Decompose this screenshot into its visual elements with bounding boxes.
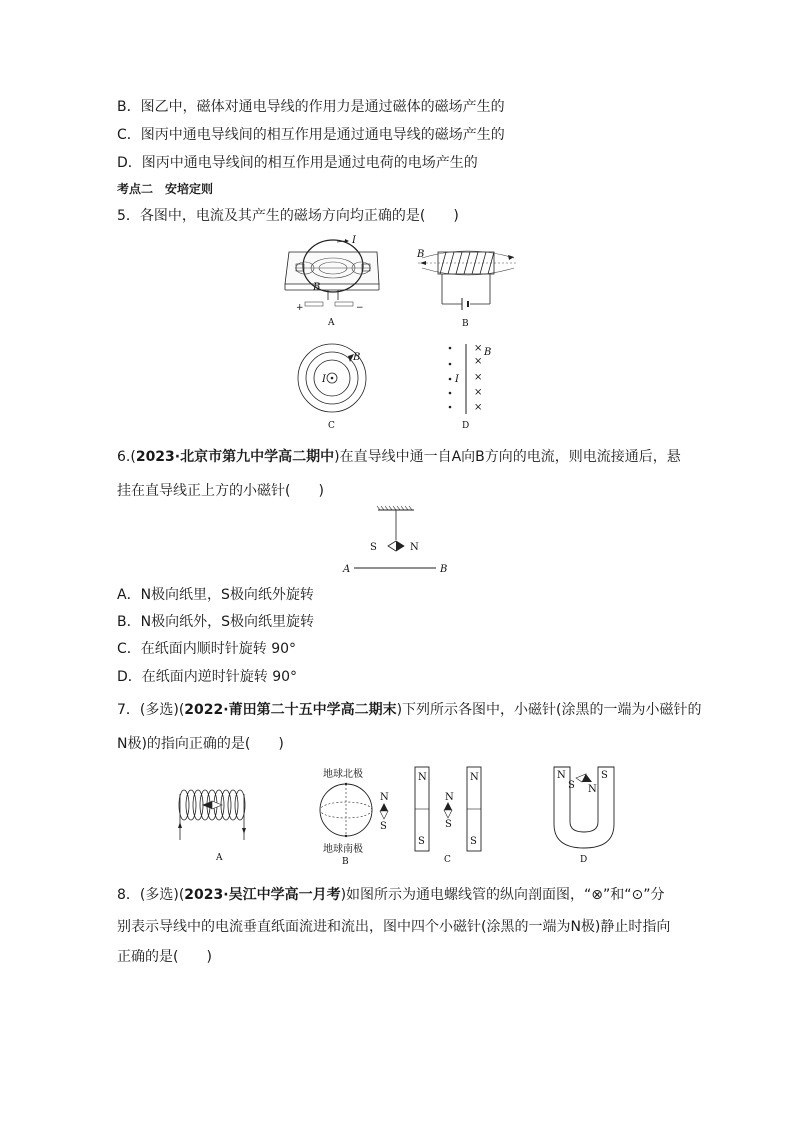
q7-figure-a <box>174 772 250 864</box>
q7-caption-d: D <box>580 855 588 865</box>
q5-caption-c: C <box>328 421 335 431</box>
q6-s-label: S <box>370 542 377 553</box>
q7-source: 2022·莆田第二十五中学高二期末 <box>184 702 397 718</box>
q7-south-pole-label: 地球南极 <box>323 844 363 855</box>
q7c-needle-s: S <box>445 819 452 830</box>
option-d-prev: D．图丙中通电导线间的相互作用是通过电荷的电场产生的 <box>117 155 478 171</box>
q7c-right-s: S <box>470 836 477 847</box>
svg-text:×: × <box>474 402 483 413</box>
q8-source: 2023·吴江中学高一月考 <box>184 887 341 903</box>
q5b-field-label: B <box>417 249 425 260</box>
q7c-right-n: N <box>470 772 479 783</box>
q5a-field-label: B <box>313 282 321 293</box>
q7d-needle-s: S <box>568 780 575 791</box>
svg-text:×: × <box>474 343 483 354</box>
q6-stem: 6.(2023·北京市第九中学高二期中)在直导线中通一自A向B方向的电流，则电流接通后，悬 <box>117 449 681 465</box>
q7c-left-s: S <box>418 836 425 847</box>
section-heading: 考点二 安培定则 <box>117 182 214 196</box>
option-b-prev: B．图乙中，磁体对通电导线的作用力是通过磁体的磁场产生的 <box>117 99 505 115</box>
q5-caption-a: A <box>328 318 335 328</box>
q7b-s-label: S <box>380 821 387 832</box>
q5d-current-label: I <box>455 374 459 385</box>
q7-stem-line2: N极)的指向正确的是( ) <box>117 736 284 752</box>
svg-text:×: × <box>474 387 483 398</box>
q7-caption-c: C <box>444 855 451 865</box>
q6-n-label: N <box>410 542 419 553</box>
q7c-left-n: N <box>418 772 427 783</box>
q5a-minus: − <box>356 303 364 313</box>
q5-figure-d <box>440 342 500 432</box>
q6-option-d[interactable]: D．在纸面内逆时针旋转 90° <box>117 669 298 685</box>
q5-stem: 5．各图中，电流及其产生的磁场方向均正确的是( ) <box>117 208 459 224</box>
q5-caption-d: D <box>462 421 470 431</box>
q7-figure-c <box>412 764 496 868</box>
q7c-needle-n: N <box>445 792 454 803</box>
q8-stem-line3: 正确的是( ) <box>117 949 212 965</box>
q7-stem: 7．(多选)(2022·莆田第二十五中学高二期末)下列所示各图中，小磁针(涂黑的一端为小磁针的 <box>117 702 702 718</box>
q7d-left-n: N <box>557 770 566 781</box>
q6-a-label: A <box>343 564 351 575</box>
q6-option-a[interactable]: A．N极向纸里，S极向纸外旋转 <box>117 587 314 603</box>
q6-figure <box>340 506 460 578</box>
q5-figure-c <box>292 340 376 432</box>
svg-text:×: × <box>474 372 483 383</box>
q7-caption-b: B <box>342 857 349 867</box>
q7-figure-b <box>314 766 394 866</box>
q6-option-b[interactable]: B．N极向纸外，S极向纸里旋转 <box>117 614 314 630</box>
q8-stem: 8．(多选)(2023·吴江中学高一月考)如图所示为通电螺线管的纵向剖面图，“⊗”和“⊙”分 <box>117 887 665 903</box>
option-c-prev: C．图丙中通电导线间的相互作用是通过通电导线的磁场产生的 <box>117 127 505 143</box>
q5d-field-label: B <box>484 347 492 358</box>
q7-north-pole-label: 地球北极 <box>323 769 363 780</box>
q5-figure-b <box>416 238 520 330</box>
q5-figure-a <box>283 232 383 330</box>
q7-caption-a: A <box>216 853 223 863</box>
q8-stem-line2: 别表示导线中的电流垂直纸面流进和流出，图中四个小磁针(涂黑的一端为N极)静止时指向 <box>117 919 671 935</box>
q7b-n-label: N <box>380 792 389 803</box>
q5c-field-label: B <box>353 352 361 363</box>
q6-stem-line2: 挂在直导线正上方的小磁针( ) <box>117 483 324 499</box>
q6-source: 2023·北京市第九中学高二期中 <box>135 449 335 465</box>
q5a-plus: + <box>296 303 304 313</box>
q5-caption-b: B <box>462 319 469 329</box>
q6-option-c[interactable]: C．在纸面内顺时针旋转 90° <box>117 641 297 657</box>
q6-b-label: B <box>440 564 448 575</box>
q7-figure-d <box>550 764 622 868</box>
q5c-current-label: I <box>322 374 326 385</box>
svg-text:×: × <box>474 356 483 367</box>
q5a-current-label: I <box>352 235 356 246</box>
q7d-needle-n: N <box>588 784 597 795</box>
q7d-right-s: S <box>601 770 608 781</box>
